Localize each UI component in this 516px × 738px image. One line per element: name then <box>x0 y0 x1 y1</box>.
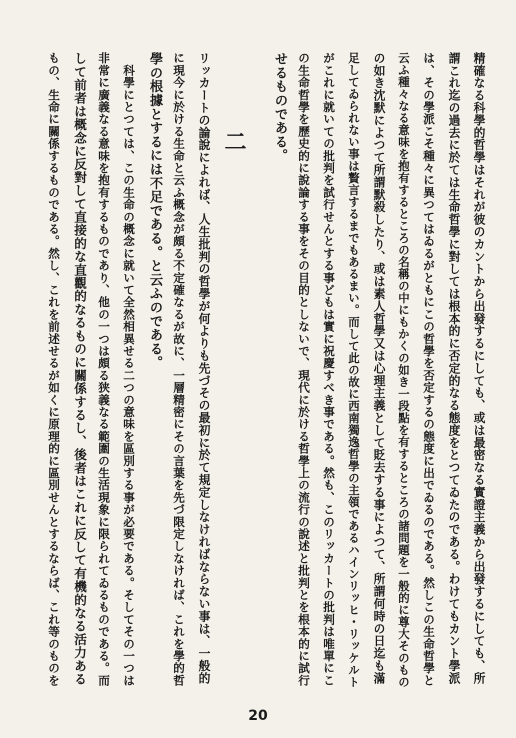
text-column: は、その學派こそ種々に異つてはゐるがともにこの哲學を否定するの態度に出でゐるのである。然しこの生命哲學と <box>422 52 436 687</box>
text-column: 謂これ迄の過去に於ては生命哲學に對しては根本的に否定的なる態度をとつてゐたのである。わけてもカント學派 <box>447 52 461 685</box>
text-column: 學の根據とするには不足である。と云ふのである。 <box>147 52 162 370</box>
text-column: 云ふ種々なる意味を抱有するところの名稱の中にもかくの如き一段點を有するところの諸問題を一般的に尊大そのもの <box>397 52 411 688</box>
text-column: もの、生命に關係するものである。然し、これを前述せるが如くに原理的に區別せんとするならば、これ等のものを <box>47 52 61 687</box>
text-column: せるものである。 <box>272 52 287 163</box>
text-column: の如き沈默によつて所謂默殺したり、或は素人哲學又は心理主義として貶去する事によつて、所謂何時の日迄も滿 <box>372 52 386 685</box>
text-column: 足してゐられない事は贅言するまでもあるまい。而して此の故に西南獨逸哲學の主領であるハインリッヒ・リッケルト <box>347 52 361 688</box>
page-number: 20 <box>248 708 268 724</box>
text-column: 科學にとつては、この生命の概念に就いて全然相異せる二つの意味を區別する事が必要である。そしてその一つは <box>122 52 136 687</box>
text-column: 非常に廣義なる意味を抱有するものであり、他の一つは頗る狭義なる範圍の生活現象に限られてゐるものである。而 <box>97 52 111 687</box>
text-column: して前者は概念に反對して直接的な直觀的なるものに關係するし、後者はこれに反して有機的なる活力ある <box>72 52 87 686</box>
text-column: に現今に於ける生命と云ふ概念が頗る不定確なるが故に、一層精密にその言葉を先づ限定しなければ、これを學的哲 <box>172 52 186 687</box>
text-column: 精確なる科學的哲學はそれが彼のカントから出發するにしても、或は最密なる實證主義から出發するにしても、所 <box>472 52 486 685</box>
text-column: がこれに就いての批判を試行せんとする事どもは實に祝慶すべき事である。然も、このリッカートの批判は唯單にこ <box>322 52 336 687</box>
text-column: の生命哲學を歷史的に說論する事をその目的としないで、現代に於ける哲學上の流行の說述と批判とを根本的に試行 <box>297 52 311 687</box>
text-column: リッカートの論說によれば、人生批判の哲學が何よりも先づその最初に於て規定しなければならない事は、一般的 <box>197 52 211 685</box>
section-heading: 二 <box>221 130 246 152</box>
